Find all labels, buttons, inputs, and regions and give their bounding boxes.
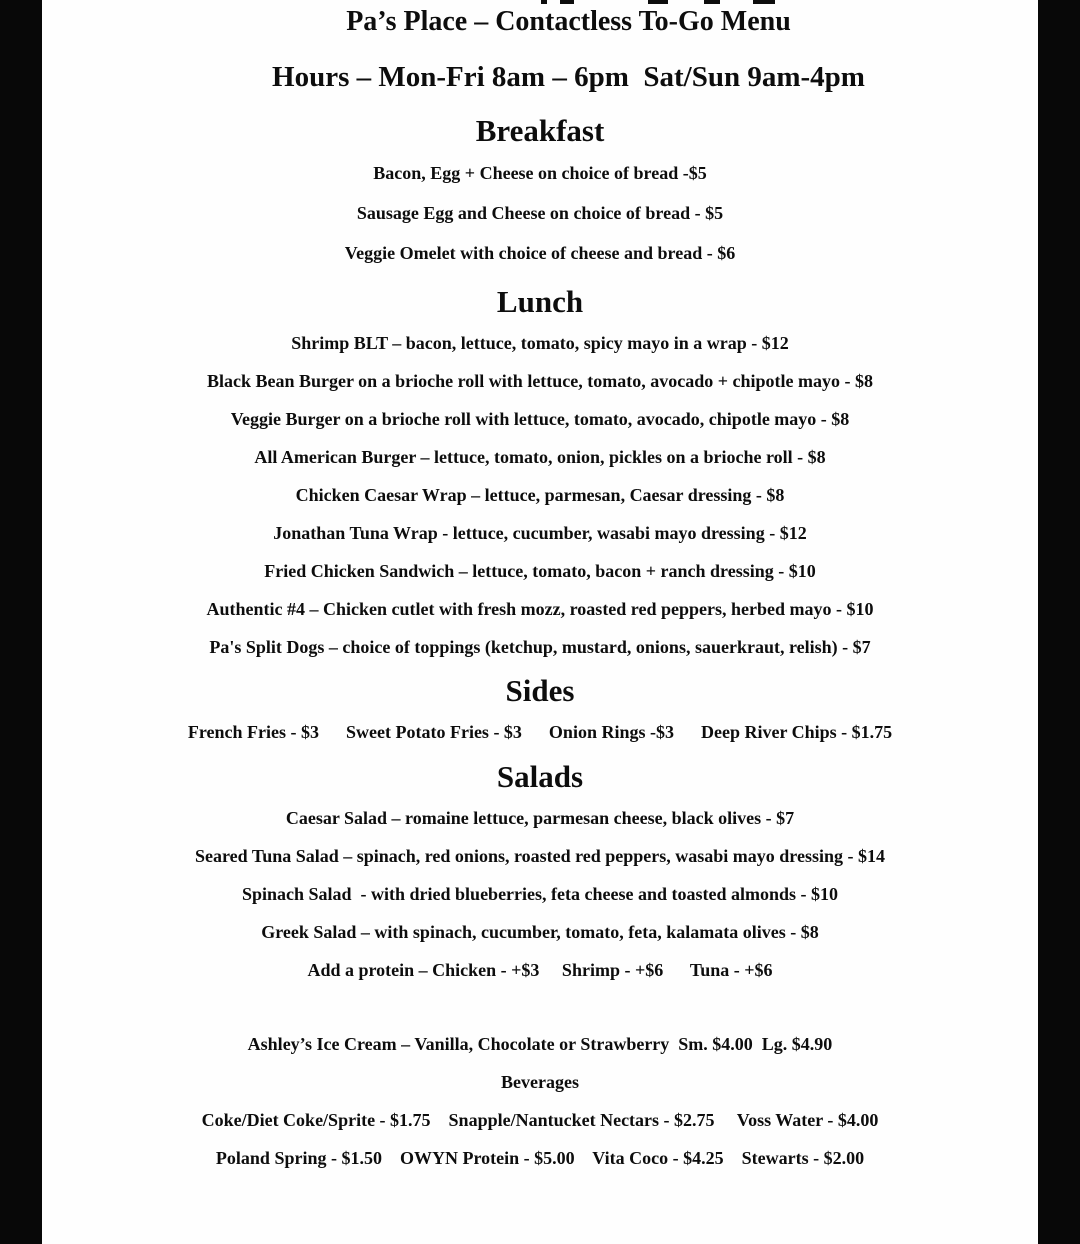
beverage-line: Coke/Diet Coke/Sprite - $1.75 Snapple/Nantucket Nectars - $2.75 Voss Water - $4.00 xyxy=(201,1110,879,1130)
menu-item: Spinach Salad - with dried blueberries, feta cheese and toasted almonds - $10 xyxy=(241,884,839,904)
cropped-text-artifact xyxy=(541,0,547,4)
menu-item: Bacon, Egg + Cheese on choice of bread -$5 xyxy=(373,163,707,183)
cropped-text-artifact xyxy=(704,0,720,4)
section-breakfast xyxy=(42,109,1038,273)
menu-item: Pa's Split Dogs – choice of toppings (ketchup, mustard, onions, sauerkraut, relish) - $7 xyxy=(209,637,871,657)
menu-page xyxy=(42,0,1038,1244)
beverages-heading: Beverages xyxy=(501,1072,579,1092)
menu-item: Seared Tuna Salad – spinach, red onions, roasted red peppers, wasabi mayo dressing - $14 xyxy=(195,846,885,866)
menu-item: Add a protein – Chicken - +$3 Shrimp - +$6 Tuna - +$6 xyxy=(307,960,773,980)
cropped-text-artifact xyxy=(753,0,775,4)
beverage-line: Poland Spring - $1.50 OWYN Protein - $5.00 Vita Coco - $4.25 Stewarts - $2.00 xyxy=(215,1148,865,1168)
menu-item: Fried Chicken Sandwich – lettuce, tomato, bacon + ranch dressing - $10 xyxy=(264,561,816,581)
menu-title: Pa’s Place – Contactless To-Go Menu xyxy=(346,6,791,37)
menu-item: Veggie Omelet with choice of cheese and bread - $6 xyxy=(344,243,736,263)
cropped-text-artifact xyxy=(560,0,574,4)
section-heading-lunch: Lunch xyxy=(496,284,584,319)
section-heading-sides: Sides xyxy=(505,673,575,708)
menu-item: Sausage Egg and Cheese on choice of bread - $5 xyxy=(356,203,724,223)
menu-item: Jonathan Tuna Wrap - lettuce, cucumber, wasabi mayo dressing - $12 xyxy=(273,523,807,543)
section-heading-breakfast: Breakfast xyxy=(475,113,605,148)
menu-item: Black Bean Burger on a brioche roll with lettuce, tomato, avocado + chipotle mayo - $8 xyxy=(206,371,874,391)
section-lunch xyxy=(42,280,1038,666)
ice-cream-line: Ashley’s Ice Cream – Vanilla, Chocolate or Strawberry Sm. $4.00 Lg. $4.90 xyxy=(247,1034,833,1054)
section-heading-salads: Salads xyxy=(496,759,584,794)
menu-item: French Fries - $3 Sweet Potato Fries - $3 Onion Rings -$3 Deep River Chips - $1.75 xyxy=(187,722,893,742)
cropped-text-artifact xyxy=(648,0,668,4)
menu-header xyxy=(99,0,1038,99)
menu-item: Authentic #4 – Chicken cutlet with fresh mozz, roasted red peppers, herbed mayo - $10 xyxy=(206,599,874,619)
section-salads xyxy=(42,755,1038,989)
menu-hours: Hours – Mon-Fri 8am – 6pm Sat/Sun 9am-4pm xyxy=(272,61,865,93)
menu-item: Caesar Salad – romaine lettuce, parmesan cheese, black olives - $7 xyxy=(285,808,795,828)
menu-item: Shrimp BLT – bacon, lettuce, tomato, spicy mayo in a wrap - $12 xyxy=(291,333,789,353)
section-sides xyxy=(42,669,1038,751)
section-extras xyxy=(42,1025,1038,1177)
menu-item: Veggie Burger on a brioche roll with lettuce, tomato, avocado, chipotle mayo - $8 xyxy=(230,409,850,429)
menu-item: Greek Salad – with spinach, cucumber, tomato, feta, kalamata olives - $8 xyxy=(261,922,819,942)
menu-item: Chicken Caesar Wrap – lettuce, parmesan, Caesar dressing - $8 xyxy=(295,485,785,505)
menu-item: All American Burger – lettuce, tomato, onion, pickles on a brioche roll - $8 xyxy=(254,447,826,467)
